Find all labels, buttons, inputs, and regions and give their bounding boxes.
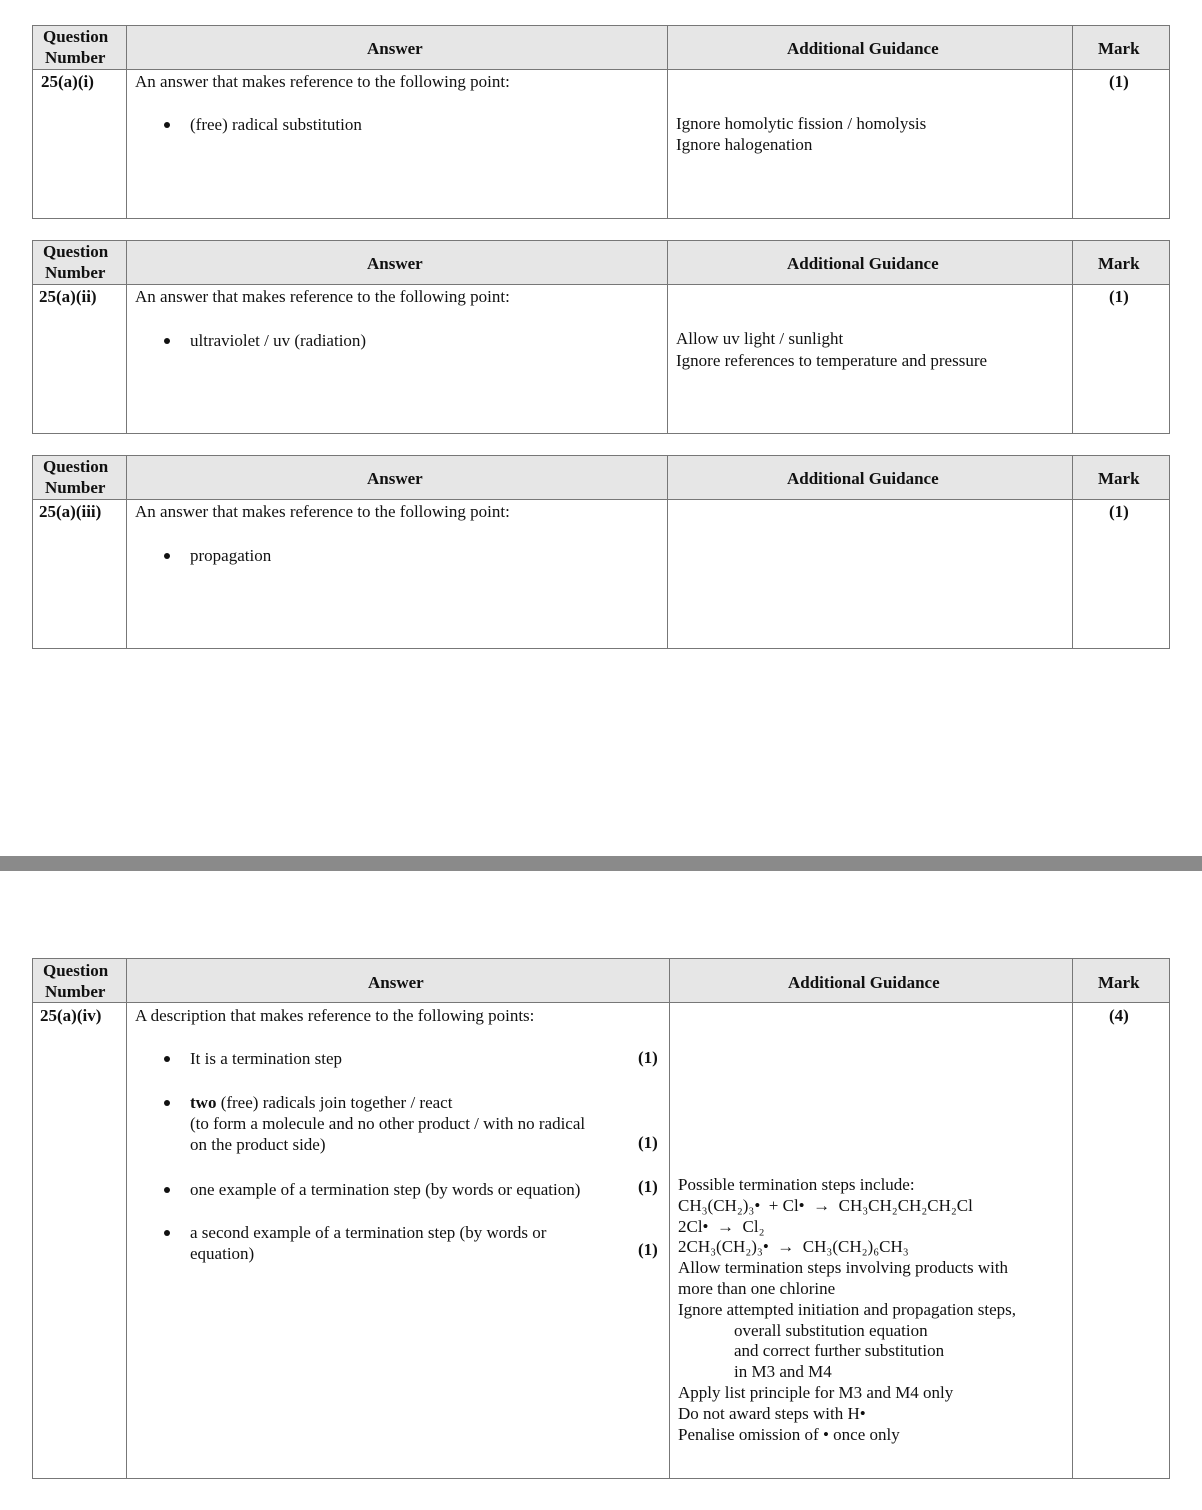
header-answer: Answer xyxy=(368,973,424,992)
answer-point: ultraviolet / uv (radiation) xyxy=(190,331,367,350)
bullet-icon xyxy=(164,553,170,559)
point-mark: (1) xyxy=(638,1177,658,1196)
point-mark: (1) xyxy=(638,1240,658,1259)
answer-point-cont: equation) xyxy=(190,1244,255,1263)
header-question: Question xyxy=(43,27,109,46)
header-question: Question xyxy=(43,457,109,476)
guidance-line: Penalise omission of • once only xyxy=(678,1424,900,1444)
question-number: 25(a)(ii) xyxy=(39,287,97,306)
guidance-line: Apply list principle for M3 and M4 only xyxy=(678,1382,954,1402)
header-guidance: Additional Guidance xyxy=(787,469,939,488)
header-guidance: Additional Guidance xyxy=(787,254,939,273)
question-number: 25(a)(iv) xyxy=(40,1006,102,1025)
equation: CH₃(CH₂)₃• + Cl• → CH₃CH₂CH₂CH₂Cl xyxy=(678,1195,973,1215)
guidance-line: Ignore attempted initiation and propagation steps, xyxy=(678,1299,1017,1319)
guidance-line: Allow termination steps involving products with xyxy=(678,1258,1009,1278)
header-answer: Answer xyxy=(367,254,423,273)
header-number: Number xyxy=(45,263,106,282)
guidance-line: more than one chlorine xyxy=(678,1278,836,1298)
table-header xyxy=(33,456,1169,500)
header-mark: Mark xyxy=(1098,254,1140,273)
mark-value: (4) xyxy=(1109,1006,1129,1025)
bullet-icon xyxy=(164,1187,170,1193)
mark-scheme-table-25a-iv xyxy=(32,958,1170,1479)
bullet-icon xyxy=(164,338,170,344)
table-header xyxy=(33,959,1169,1003)
answer-point: It is a termination step xyxy=(190,1049,343,1068)
bullet-icon xyxy=(164,1056,170,1062)
guidance-block xyxy=(678,1175,1016,1445)
header-guidance: Additional Guidance xyxy=(788,973,940,992)
header-answer: Answer xyxy=(367,469,423,488)
guidance-line: Ignore references to temperature and pressure xyxy=(676,351,988,370)
guidance-line: in M3 and M4 xyxy=(734,1362,832,1382)
guidance-line: Possible termination steps include: xyxy=(678,1175,915,1194)
header-mark: Mark xyxy=(1098,469,1140,488)
header-number: Number xyxy=(45,48,106,67)
question-number: 25(a)(i) xyxy=(41,72,94,91)
answer-point: (free) radical substitution xyxy=(190,115,362,134)
mark-value: (1) xyxy=(1109,287,1129,306)
guidance-line: Ignore homolytic fission / homolysis xyxy=(676,114,927,133)
equation: 2CH₃(CH₂)₃• → CH₃(CH₂)₆CH₃ xyxy=(678,1237,909,1257)
header-question: Question xyxy=(43,242,109,261)
mark-scheme-table-25a-iii xyxy=(32,455,1170,649)
mark-value: (1) xyxy=(1109,72,1129,91)
guidance-line: Allow uv light / sunlight xyxy=(676,329,844,348)
header-answer: Answer xyxy=(367,39,423,58)
answer-point-cont: on the product side) xyxy=(190,1135,326,1154)
answer-intro: An answer that makes reference to the following point: xyxy=(135,287,510,306)
bullet-icon xyxy=(164,1100,170,1106)
answer-point: propagation xyxy=(190,546,272,565)
bullet-icon xyxy=(164,122,170,128)
answer-intro: A description that makes reference to the following points: xyxy=(135,1006,535,1025)
answer-point-cont: (to form a molecule and no other product / with no radical xyxy=(190,1114,586,1133)
question-number: 25(a)(iii) xyxy=(39,502,102,521)
header-guidance: Additional Guidance xyxy=(787,39,939,58)
mark-scheme-table-25a-i xyxy=(32,25,1170,219)
answer-intro: An answer that makes reference to the following point: xyxy=(135,502,510,521)
guidance-line: and correct further substitution xyxy=(734,1341,945,1361)
answer-point: one example of a termination step (by words or equation) xyxy=(190,1180,581,1199)
equation: 2Cl• → Cl₂ xyxy=(678,1216,765,1236)
answer-point: a second example of a termination step (by words or xyxy=(190,1223,547,1242)
header-mark: Mark xyxy=(1098,973,1140,992)
answer-intro: An answer that makes reference to the following point: xyxy=(135,72,510,91)
guidance-line: Ignore halogenation xyxy=(676,135,813,154)
header-number: Number xyxy=(45,478,106,497)
answer-point: two (free) radicals join together / react xyxy=(190,1093,453,1112)
guidance-line: overall substitution equation xyxy=(734,1320,928,1340)
guidance-line: Do not award steps with H• xyxy=(678,1403,866,1423)
mark-value: (1) xyxy=(1109,502,1129,521)
table-header xyxy=(33,26,1169,70)
header-question: Question xyxy=(43,961,109,980)
mark-scheme-table-25a-ii xyxy=(32,240,1170,434)
table-header xyxy=(33,241,1169,285)
bullet-icon xyxy=(164,1230,170,1236)
header-mark: Mark xyxy=(1098,39,1140,58)
header-number: Number xyxy=(45,982,106,1001)
point-mark: (1) xyxy=(638,1133,658,1152)
point-mark: (1) xyxy=(638,1048,658,1067)
page-separator xyxy=(0,856,1202,871)
